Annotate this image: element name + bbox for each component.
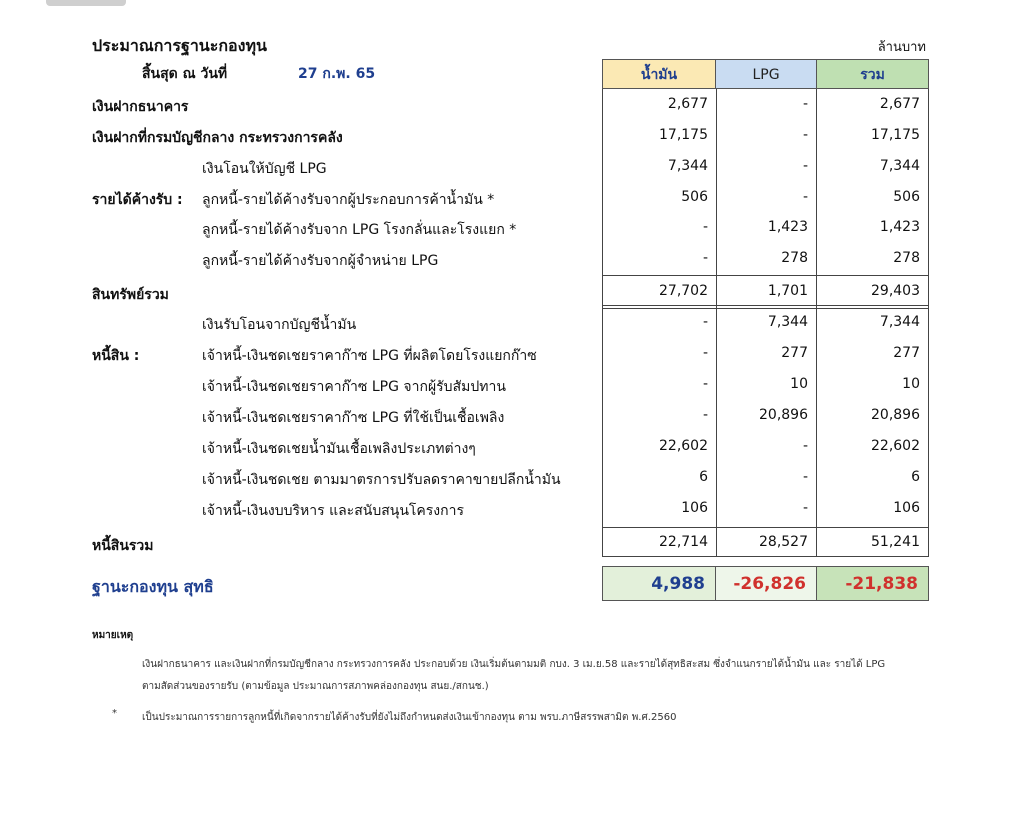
cell-total: 29,403 <box>871 283 920 299</box>
cell-total: 6 <box>911 469 920 485</box>
cell-lpg: - <box>802 469 808 485</box>
cell-lpg: 7,344 <box>767 314 808 330</box>
cell-lpg: - <box>802 500 808 516</box>
cell-lpg: - <box>802 158 808 174</box>
row-label-lpg-gas-separation-payable: เจ้าหนี้-เงินชดเชยราคาก๊าซ LPG ที่ผลิตโดยโรงแยกก๊าซ <box>202 348 537 364</box>
cell-total: 278 <box>893 250 920 266</box>
cell-total: 51,241 <box>871 534 920 550</box>
cell-oil: - <box>702 250 708 266</box>
cell-lpg: 10 <box>790 376 808 392</box>
footnote-text: เป็นประมาณการรายการลูกหนี้ที่เกิดจากรายได้ค้างรับที่ยังไม่ถึงกำหนดส่งเงินเข้ากองทุน ตาม พรบ.ภาษีสรรพสามิต พ.ศ.2560 <box>142 712 677 723</box>
cell-total: 106 <box>893 500 920 516</box>
cell-oil: 22,714 <box>659 534 708 550</box>
cell-lpg: - <box>802 189 808 205</box>
cell-total: 10 <box>902 376 920 392</box>
cell-oil: 106 <box>681 500 708 516</box>
as-of-label: สิ้นสุด ณ วันที่ <box>142 66 228 82</box>
cell-total: 277 <box>893 345 920 361</box>
cell-total: 1,423 <box>879 219 920 235</box>
cell-lpg: 1,701 <box>767 283 808 299</box>
cell-lpg: 277 <box>781 345 808 361</box>
cell-lpg: - <box>802 438 808 454</box>
net-position-label: ฐานะกองทุน สุทธิ <box>92 577 214 596</box>
section-label-receivables: รายได้ค้างรับ : <box>92 192 183 208</box>
table-border-right <box>928 89 929 556</box>
cell-total: 2,677 <box>879 96 920 112</box>
row-label-transfer-from-oil: เงินรับโอนจากบัญชีน้ำมัน <box>202 317 357 333</box>
unit-label: ล้านบาท <box>877 40 926 55</box>
report-title: ประมาณการฐานะกองทุน <box>92 36 267 55</box>
row-label-bank-deposit: เงินฝากธนาคาร <box>92 99 189 115</box>
cell-total: 20,896 <box>871 407 920 423</box>
cell-total: 506 <box>893 189 920 205</box>
cell-oil: - <box>702 219 708 235</box>
cell-oil: - <box>702 314 708 330</box>
note-line-1: เงินฝากธนาคาร และเงินฝากที่กรมบัญชีกลาง กระทรวงการคลัง ประกอบด้วย เงินเริ่มต้นตามมติ กบง. 3 เม.ย.58 และรายได้สุทธิสะสม ซึ่งจำแนกรายได้น้ำมัน และ รายได้ LPG <box>142 659 886 670</box>
row-label-treasury-deposit: เงินฝากที่กรมบัญชีกลาง กระทรวงการคลัง <box>92 130 343 146</box>
row-label-oil-receivable: ลูกหนี้-รายได้ค้างรับจากผู้ประกอบการค้าน้ำมัน * <box>202 192 495 208</box>
cell-total: 22,602 <box>871 438 920 454</box>
row-label-lpg-distributor-receivable: ลูกหนี้-รายได้ค้างรับจากผู้จำหน่าย LPG <box>202 253 439 269</box>
footnote-mark: * <box>112 708 117 719</box>
cell-oil: - <box>702 376 708 392</box>
net-lpg-value: -26,826 <box>715 566 817 601</box>
row-label-admin-budget-payable: เจ้าหนี้-เงินงบบริหาร และสนับสนุนโครงการ <box>202 503 464 519</box>
cell-lpg: 278 <box>781 250 808 266</box>
note-line-2: ตามสัดส่วนของรายรับ (ตามข้อมูล ประมาณการสภาพคล่องกองทุน สนย./สกนช.) <box>142 681 489 692</box>
cell-lpg: 1,423 <box>767 219 808 235</box>
row-label-total-assets: สินทรัพย์รวม <box>92 287 169 303</box>
cell-lpg: 28,527 <box>759 534 808 550</box>
cell-total: 7,344 <box>879 158 920 174</box>
row-label-lpg-concession-payable: เจ้าหนี้-เงินชดเชยราคาก๊าซ LPG จากผู้รับสัมปทาน <box>202 379 506 395</box>
section-label-liabilities: หนี้สิน : <box>92 348 140 364</box>
cell-total: 17,175 <box>871 127 920 143</box>
header-oil: น้ำมัน <box>602 59 716 89</box>
row-label-total-liabilities: หนี้สินรวม <box>92 538 154 554</box>
cell-oil: 506 <box>681 189 708 205</box>
net-total-value: -21,838 <box>816 566 929 601</box>
row-label-retail-price-measure-payable: เจ้าหนี้-เงินชดเชย ตามมาตรการปรับลดราคาขายปลีกน้ำมัน <box>202 472 561 488</box>
cell-lpg: - <box>802 127 808 143</box>
cell-lpg: - <box>802 96 808 112</box>
header-total: รวม <box>816 59 929 89</box>
cell-total: 7,344 <box>879 314 920 330</box>
window-handle <box>46 0 126 6</box>
row-label-fuel-compensation-payable: เจ้าหนี้-เงินชดเชยน้ำมันเชื้อเพลิงประเภทต่างๆ <box>202 441 476 457</box>
row-label-lpg-fuel-payable: เจ้าหนี้-เงินชดเชยราคาก๊าซ LPG ที่ใช้เป็นเชื้อเพลิง <box>202 410 505 426</box>
cell-oil: 17,175 <box>659 127 708 143</box>
notes-heading: หมายเหตุ <box>92 630 134 641</box>
cell-oil: 22,602 <box>659 438 708 454</box>
header-lpg: LPG <box>715 59 817 89</box>
cell-oil: 6 <box>699 469 708 485</box>
cell-oil: - <box>702 345 708 361</box>
cell-oil: 2,677 <box>667 96 708 112</box>
row-label-lpg-refinery-receivable: ลูกหนี้-รายได้ค้างรับจาก LPG โรงกลั่นและโรงแยก * <box>202 222 517 238</box>
as-of-date: 27 ก.พ. 65 <box>298 66 376 82</box>
cell-oil: 27,702 <box>659 283 708 299</box>
cell-oil: - <box>702 407 708 423</box>
cell-oil: 7,344 <box>667 158 708 174</box>
cell-lpg: 20,896 <box>759 407 808 423</box>
net-oil-value: 4,988 <box>602 566 716 601</box>
row-label-transfer-to-lpg: เงินโอนให้บัญชี LPG <box>202 161 327 177</box>
